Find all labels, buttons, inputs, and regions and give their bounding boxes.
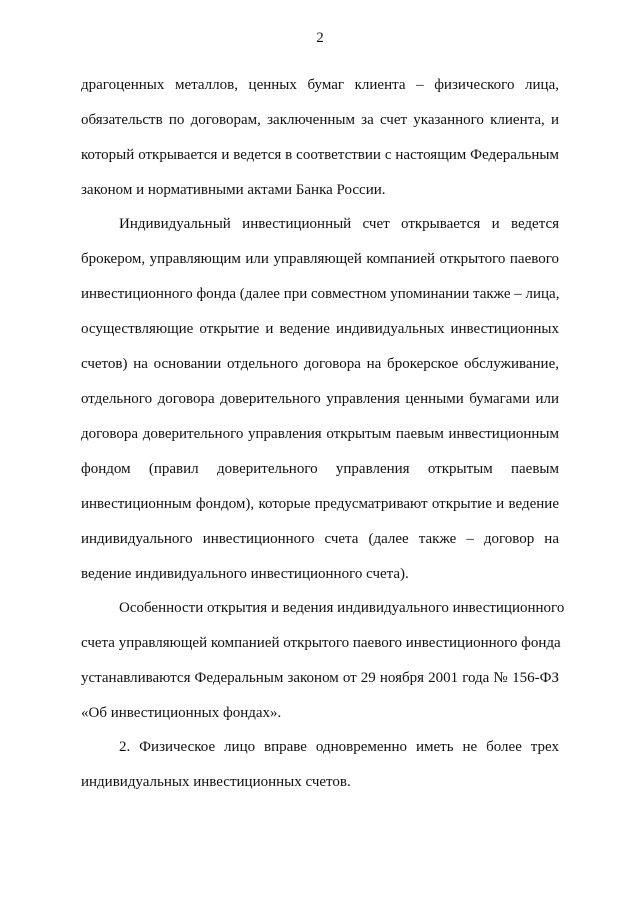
text-line: осуществляющие открытие и ведение индивидуальных инвестиционных bbox=[81, 321, 559, 337]
text-line: фондом (правил доверительного управления открытым паевым bbox=[81, 461, 559, 477]
text-line: инвестиционным фондом), которые предусматривают открытие и ведение bbox=[81, 496, 559, 512]
text-line: законом и нормативными актами Банка России. bbox=[81, 182, 386, 198]
text-line: индивидуального инвестиционного счета (далее также – договор на bbox=[81, 531, 559, 547]
text-line: Индивидуальный инвестиционный счет открывается и ведется bbox=[119, 216, 559, 232]
text-line: обязательств по договорам, заключенным за счет указанного клиента, и bbox=[81, 112, 559, 128]
text-line: 2. Физическое лицо вправе одновременно иметь не более трех bbox=[119, 739, 559, 755]
text-line: который открывается и ведется в соответствии с настоящим Федеральным bbox=[81, 147, 559, 163]
text-line: счета управляющей компанией открытого паевого инвестиционного фонда bbox=[81, 635, 561, 651]
text-line: «Об инвестиционных фондах». bbox=[81, 705, 282, 721]
text-line: счетов) на основании отдельного договора на брокерское обслуживание, bbox=[81, 356, 559, 372]
page-number: 2 bbox=[316, 30, 324, 46]
text-line: инвестиционного фонда (далее при совместном упоминании также – лица, bbox=[81, 286, 560, 302]
text-line: договора доверительного управления открытым паевым инвестиционным bbox=[81, 426, 559, 442]
text-line: индивидуальных инвестиционных счетов. bbox=[81, 774, 351, 790]
text-line: ведение индивидуального инвестиционного счета). bbox=[81, 566, 409, 582]
text-line: брокером, управляющим или управляющей компанией открытого паевого bbox=[81, 251, 559, 267]
text-line: драгоценных металлов, ценных бумаг клиента – физического лица, bbox=[81, 77, 559, 93]
text-line: устанавливаются Федеральным законом от 29 ноября 2001 года № 156-ФЗ bbox=[81, 670, 559, 686]
text-line: Особенности открытия и ведения индивидуального инвестиционного bbox=[119, 600, 565, 616]
text-line: отдельного договора доверительного управления ценными бумагами или bbox=[81, 391, 559, 407]
